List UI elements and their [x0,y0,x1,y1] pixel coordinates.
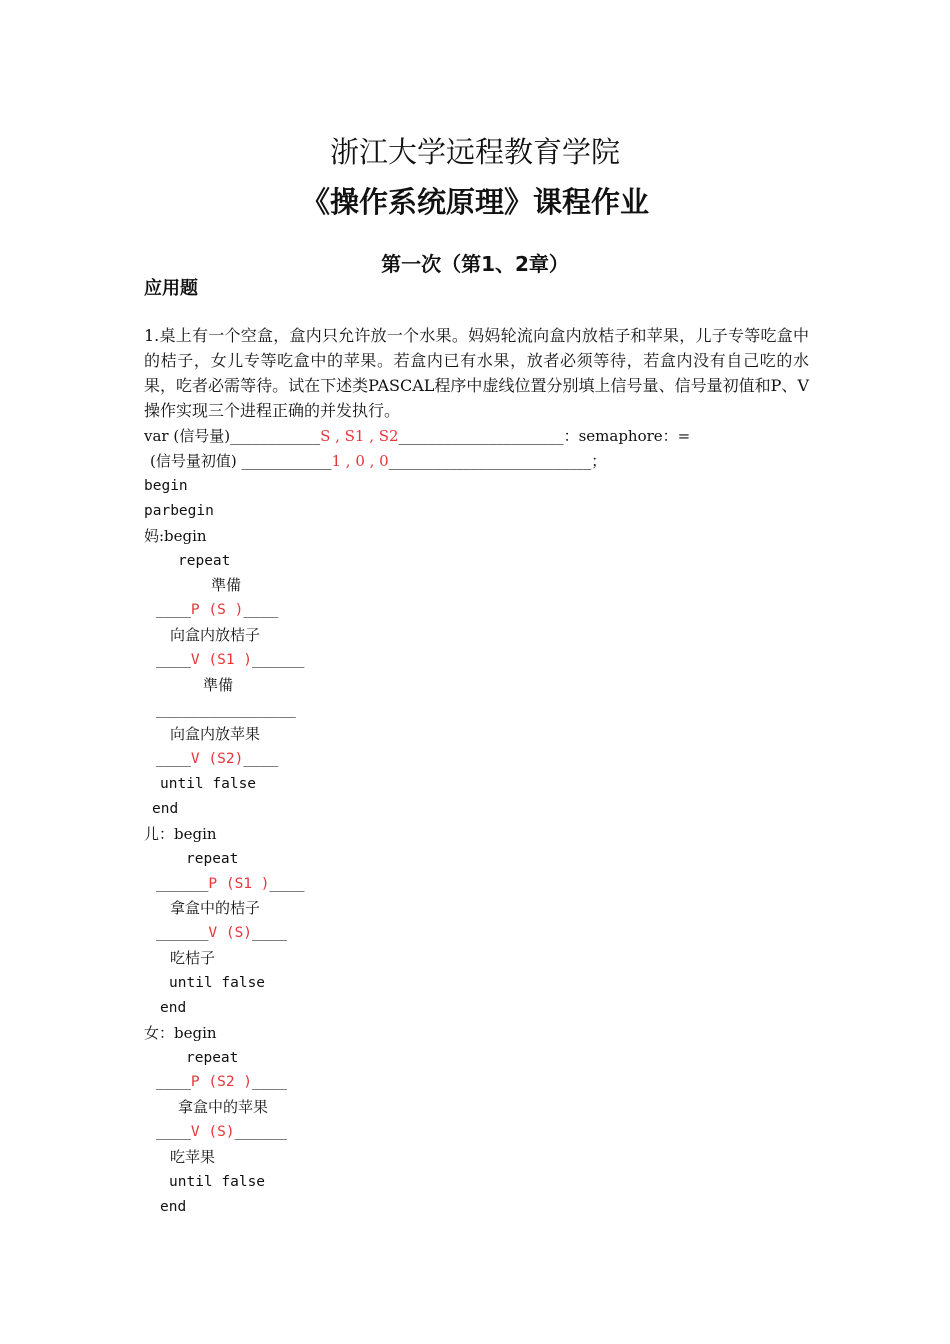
init-line [150,451,606,471]
son-p-line [156,874,304,894]
daughter-p-blank-left: ____ [156,1074,191,1090]
daughter-v-answer: V (S) [190,1124,235,1140]
daughter-p-line [156,1072,287,1092]
var-answer: S , S1 , S2 [320,427,399,445]
mom-prepare-2: 準備 [203,676,234,694]
init-answer: 1 , 0 , 0 [331,452,389,470]
code-parbegin: parbegin [144,503,214,519]
code-begin: begin [144,478,188,494]
daughter-v-blank-left: ____ [156,1124,191,1140]
son-v-blank-right: ____ [252,925,287,941]
mom-put-orange: 向盒内放桔子 [170,626,261,644]
var-suffix: ：semaphore：= [563,427,691,445]
mom-put-apple: 向盒内放苹果 [170,725,261,743]
son-begin: 儿：begin [144,825,217,843]
mom-until: until false [160,776,257,792]
son-v-blank-left: ______ [156,925,209,941]
son-until: until false [169,975,266,991]
mom-p-blank-right: ____ [243,602,279,618]
session-title: 第一次（第1、2章） [381,252,569,276]
var-line [144,426,690,446]
daughter-end: end [160,1199,187,1215]
mom-v1-blank-left: ____ [156,652,191,668]
son-p-blank-left: ______ [156,876,209,892]
daughter-take-apple: 拿盒中的苹果 [178,1098,269,1116]
son-eat-orange: 吃桔子 [170,949,216,967]
var-blank-left: ____________ [230,427,321,445]
mom-v2-blank-left: ____ [156,751,191,767]
mom-v1-line [156,650,304,670]
init-blank-left: ____________ [241,452,332,470]
son-take-orange: 拿盒中的桔子 [170,899,261,917]
daughter-v-line [156,1122,287,1142]
son-repeat: repeat [186,851,239,867]
init-prefix: (信号量初值) [150,452,242,470]
mom-p-line [156,600,278,620]
mom-p-answer: P (S ) [190,602,244,618]
daughter-p-answer: P (S2 ) [190,1074,253,1090]
son-p-answer: P (S1 ) [208,876,270,892]
school-title: 浙江大学远程教育学院 [329,135,620,169]
daughter-p-blank-right: ____ [252,1074,287,1090]
son-v-line [156,923,287,943]
son-end: end [160,1000,187,1016]
mom-v2-answer: V (S2) [190,751,244,767]
init-blank-right: ___________________________ [388,452,592,470]
mom-v1-blank-right: ______ [252,652,305,668]
var-prefix: var (信号量) [144,427,231,445]
mom-empty-blank: ________________ [156,702,296,718]
var-blank-right: ______________________ [398,427,564,445]
mom-v1-answer: V (S1 ) [190,652,253,668]
mom-prepare-1: 準備 [211,576,242,594]
daughter-repeat: repeat [186,1050,239,1066]
mom-end: end [152,801,179,817]
son-p-blank-right: ____ [269,876,305,892]
mom-begin: 妈:begin [144,527,207,545]
mom-v2-blank-right: ____ [243,751,279,767]
question-text: 1.桌上有一个空盒，盒内只允许放一个水果。妈妈轮流向盒内放桔子和苹果，儿子专等吃盒中的桔子，女儿专等吃盒中的苹果。若盒内已有水果，放者必须等待，若盒内没有自己吃的水果，吃者必需等待。试在下述类PASCAL程序中虚线位置分别填上信号量、信号量初值和P、V操作实现三个进程正确的并发执行。 [144,326,809,420]
daughter-v-blank-right: ______ [234,1124,287,1140]
daughter-until: until false [169,1174,266,1190]
daughter-begin: 女：begin [144,1024,217,1042]
section-heading: 应用题 [144,278,198,299]
daughter-eat-apple: 吃苹果 [170,1148,216,1166]
mom-v2-line [156,749,278,769]
mom-p-blank-left: ____ [156,602,191,618]
course-title: 《操作系统原理》课程作业 [300,185,649,219]
init-suffix: ； [591,452,607,470]
son-v-answer: V (S) [208,925,253,941]
mom-repeat: repeat [178,553,231,569]
